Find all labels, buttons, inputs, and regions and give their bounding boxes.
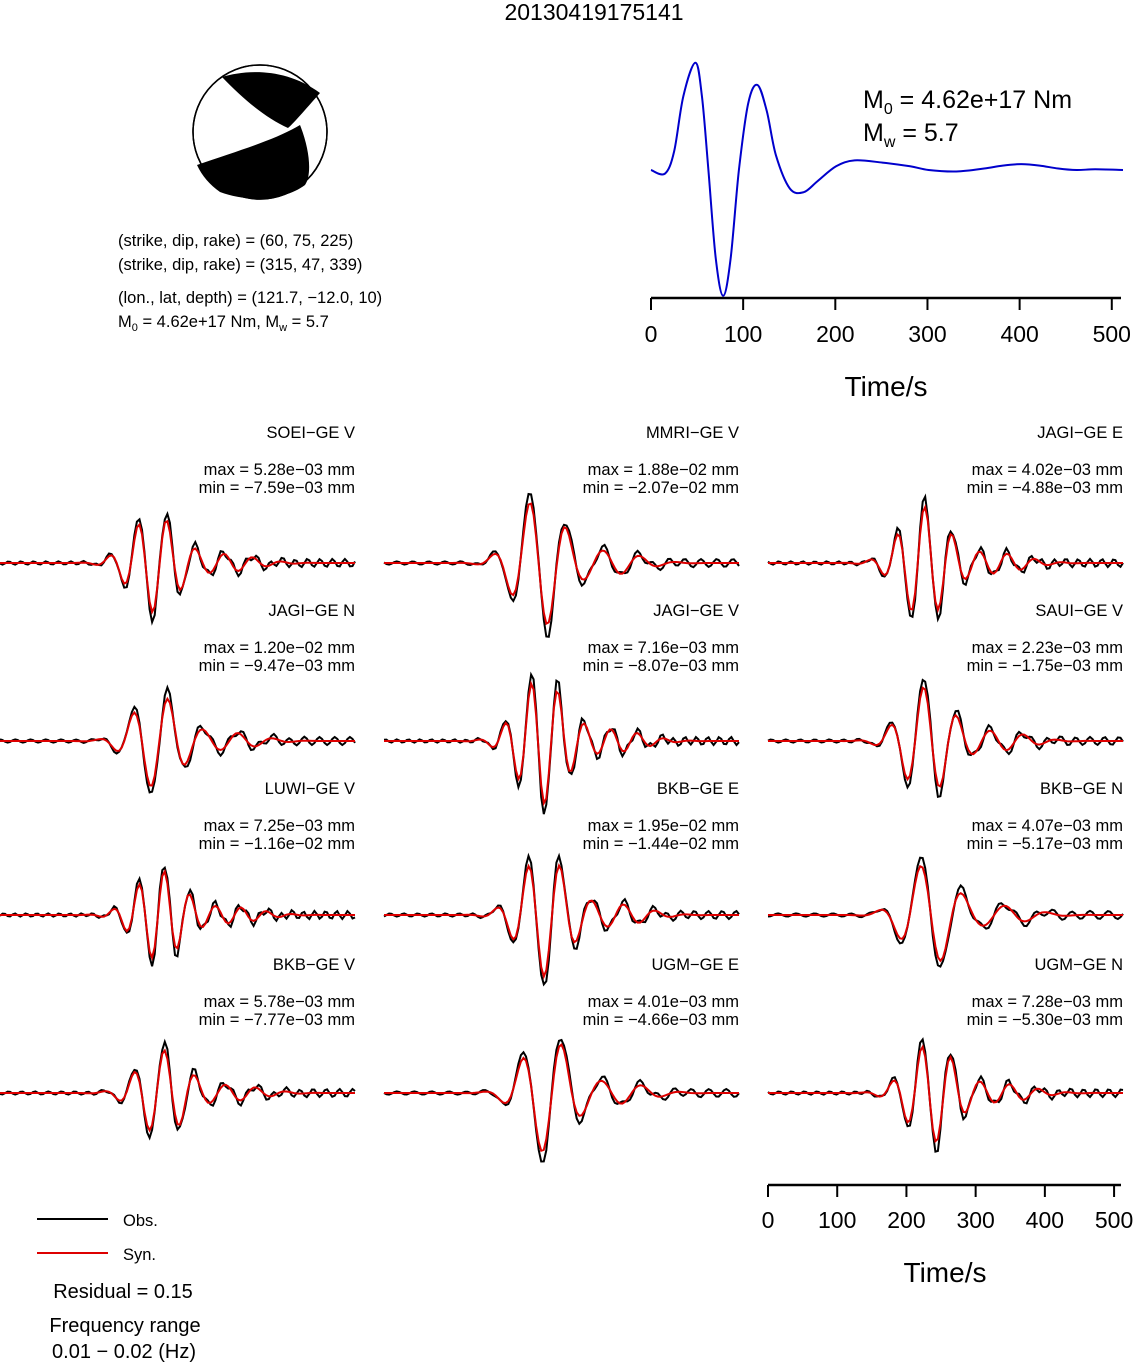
station-panel [384,956,739,1162]
observed-waveform [768,1040,1123,1152]
observed-waveform [0,868,355,967]
legend-syn-label: Syn. [123,1246,157,1264]
station-min: min = −9.47e−03 mm [198,657,355,675]
station-name: BKB−GE E [656,780,739,798]
station-panels [0,424,1123,1162]
station-min: min = −2.07e−02 mm [582,479,739,497]
station-name: SAUI−GE V [1035,602,1123,620]
station-name: BKB−GE V [272,956,355,974]
bottom-x-tick-label: 200 [887,1207,926,1233]
nodal-plane-2: (strike, dip, rake) = (315, 47, 339) [118,256,363,274]
station-panel [768,602,1123,797]
observed-waveform [384,1040,739,1162]
station-max: max = 1.95e−02 mm [587,817,739,835]
station-panel [384,780,739,984]
station-panel [768,780,1123,967]
bottom-x-tick-label: 0 [761,1207,775,1233]
station-max: max = 4.07e−03 mm [971,817,1123,835]
figure-title: 20130419175141 [504,0,684,25]
station-name: UGM−GE E [651,956,739,974]
station-panel [0,602,355,792]
focal-text [118,232,382,334]
location: (lon., lat, depth) = (121.7, −12.0, 10) [118,289,383,307]
bottom-x-axis-label: Time/s [903,1257,987,1288]
station-panel [0,956,355,1138]
station-max: max = 7.25e−03 mm [203,817,355,835]
beachball [193,65,327,199]
station-name: LUWI−GE V [264,780,355,798]
station-max: max = 7.28e−03 mm [971,993,1123,1011]
station-name: JAGI−GE V [653,602,739,620]
station-panel [0,424,355,622]
station-min: min = −1.75e−03 mm [966,657,1123,675]
bottom-x-tick-label: 300 [956,1207,995,1233]
synthetic-waveform [0,872,355,958]
station-name: BKB−GE N [1040,780,1123,798]
station-max: max = 1.20e−02 mm [203,639,355,657]
station-min: min = −4.66e−03 mm [582,1011,739,1029]
residual-label: Residual = 0.15 [53,1281,193,1303]
station-max: max = 4.02e−03 mm [971,461,1123,479]
synthetic-waveform [768,507,1123,610]
station-panel [0,780,355,966]
station-name: JAGI−GE E [1037,424,1123,442]
stf-x-tick-label: 400 [1000,321,1039,347]
station-max: max = 5.78e−03 mm [203,993,355,1011]
station-min: min = −5.17e−03 mm [966,835,1123,853]
bottom-x-tick-label: 100 [818,1207,857,1233]
legend-obs-label: Obs. [123,1212,158,1230]
synthetic-waveform [768,688,1123,787]
stf-x-tick-label: 500 [1092,321,1131,347]
station-max: max = 5.28e−03 mm [203,461,355,479]
station-min: min = −1.44e−02 mm [582,835,739,853]
nodal-plane-1: (strike, dip, rake) = (60, 75, 225) [118,232,354,250]
station-name: JAGI−GE N [268,602,355,620]
moment-line: $M_0 = 4.62e+17$ Nm, $M_w = 5.7$ [118,313,329,334]
stf-m0-label: $M_0 = 4.62e+17$ Nm [863,86,1073,118]
stf-x-tick-label: 200 [816,321,855,347]
station-min: min = −8.07e−03 mm [582,657,739,675]
station-name: MMRI−GE V [645,424,739,442]
station-max: max = 2.23e−03 mm [971,639,1123,657]
bottom-x-tick-label: 500 [1094,1207,1134,1233]
station-max: max = 4.01e−03 mm [587,993,739,1011]
station-panel [768,956,1123,1152]
source-time-function-plot [645,63,1131,402]
station-max: max = 1.88e−02 mm [587,461,739,479]
stf-x-tick-label: 0 [644,321,658,347]
station-min: min = −5.30e−03 mm [966,1011,1123,1029]
station-min: min = −4.88e−03 mm [966,479,1123,497]
stf-mw-label: $M_w = 5.7$ [863,119,959,151]
station-min: min = −1.16e−02 mm [198,835,355,853]
stf-x-tick-label: 300 [908,321,947,347]
bottom-x-axis [762,1185,1134,1233]
stf-x-axis-label: Time/s [844,371,928,402]
station-min: min = −7.77e−03 mm [198,1011,355,1029]
bottom-x-tick-label: 400 [1025,1207,1065,1233]
synthetic-waveform [384,1045,739,1151]
frequency-range-label: Frequency range [49,1315,201,1337]
frequency-range-value: 0.01 − 0.02 (Hz) [52,1341,196,1362]
stf-x-axis [645,298,1131,347]
station-name: UGM−GE N [1034,956,1123,974]
station-panel [768,424,1123,619]
stf-x-tick-label: 100 [723,321,763,347]
station-max: max = 7.16e−03 mm [587,639,739,657]
legend [37,1212,158,1264]
station-min: min = −7.59e−03 mm [198,479,355,497]
station-name: SOEI−GE V [266,424,355,442]
